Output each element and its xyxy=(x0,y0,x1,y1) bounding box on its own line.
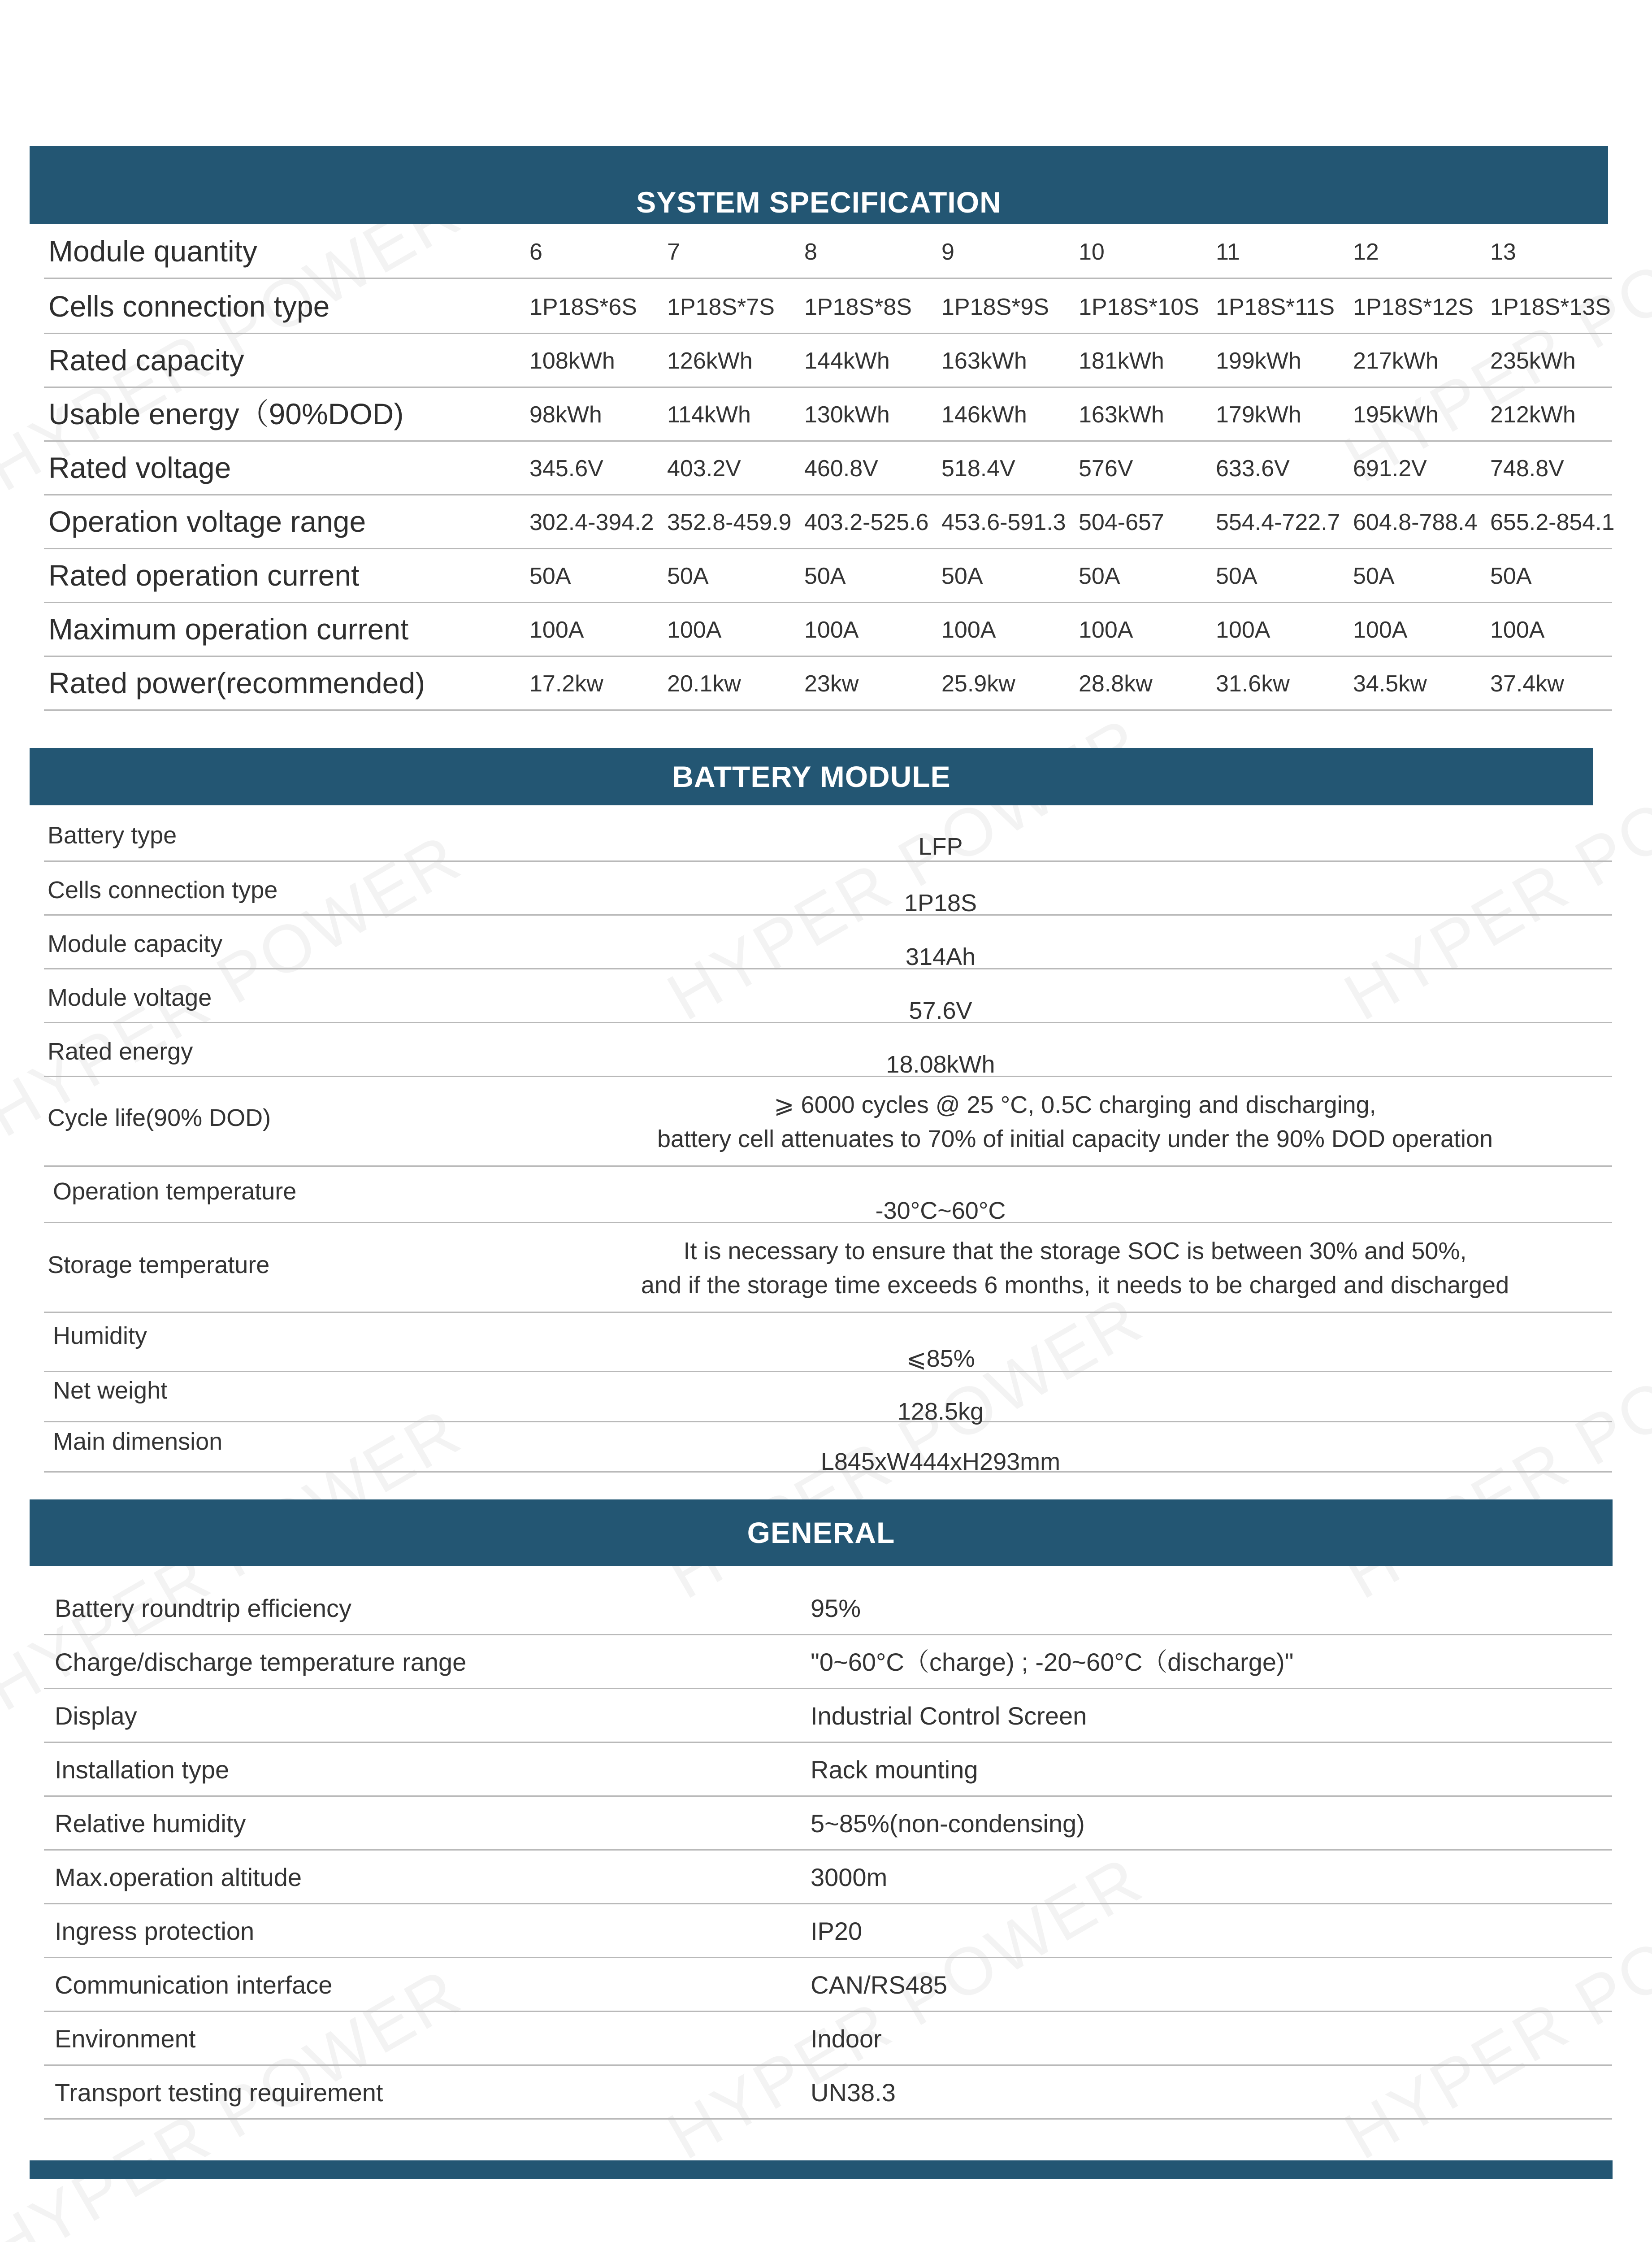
system-spec-value: 302.4-394.2 xyxy=(529,509,654,535)
general-row xyxy=(44,1904,1612,1958)
system-spec-label: Rated operation current xyxy=(48,559,360,592)
system-spec-value: 100A xyxy=(667,617,722,643)
system-spec-value: 655.2-854.1 xyxy=(1490,509,1615,535)
system-spec-value: 144kWh xyxy=(804,348,890,374)
system-spec-value: 453.6-591.3 xyxy=(941,509,1066,535)
system-spec-value: 100A xyxy=(941,617,996,643)
system-spec-value: 17.2kw xyxy=(529,671,603,697)
battery-module-label: Cells connection type xyxy=(48,877,278,904)
general-label: Display xyxy=(55,1702,137,1730)
system-spec-value: 10 xyxy=(1079,239,1105,265)
general-value: UN38.3 xyxy=(811,2078,896,2107)
system-spec-label: Rated voltage xyxy=(48,451,231,484)
general-row xyxy=(44,1958,1612,2012)
system-spec-value: 1P18S*12S xyxy=(1353,294,1474,320)
system-spec-value: 460.8V xyxy=(804,456,878,482)
system-spec-value: 114kWh xyxy=(667,402,751,428)
system-spec-value: 23kw xyxy=(804,671,859,697)
general-label: Max.operation altitude xyxy=(55,1863,302,1891)
battery-module-value: 1P18S xyxy=(904,890,977,917)
system-spec-label: Operation voltage range xyxy=(48,505,366,538)
system-spec-row xyxy=(44,441,1612,495)
system-spec-value: 1P18S*6S xyxy=(529,294,637,320)
system-spec-value: 130kWh xyxy=(804,402,890,428)
system-spec-value: 604.8-788.4 xyxy=(1353,509,1478,535)
battery-module-label: Module capacity xyxy=(48,930,223,957)
battery-module-value: L845xW444xH293mm xyxy=(820,1448,1061,1475)
system-spec-value: 1P18S*7S xyxy=(667,294,775,320)
battery-module-row xyxy=(44,969,1612,1023)
system-spec-value: 1P18S*8S xyxy=(804,294,912,320)
general-label: Charge/discharge temperature range xyxy=(55,1648,467,1676)
general-label: Relative humidity xyxy=(55,1809,246,1838)
system-spec-value: 100A xyxy=(529,617,584,643)
system-spec-value: 6 xyxy=(529,239,542,265)
general-value: Indoor xyxy=(811,2025,882,2053)
system-spec-value: 1P18S*11S xyxy=(1216,294,1335,320)
system-spec-label: Usable energy（90%DOD) xyxy=(48,397,404,430)
general-row xyxy=(44,1689,1612,1743)
system-spec-value: 212kWh xyxy=(1490,402,1576,428)
system-spec-value: 163kWh xyxy=(1079,402,1164,428)
general-row xyxy=(44,1851,1612,1904)
system-spec-label: Rated capacity xyxy=(48,343,244,377)
system-spec-row xyxy=(44,602,1612,657)
system-spec-value: 8 xyxy=(804,239,817,265)
general-row xyxy=(44,1582,1612,1635)
system-spec-value: 50A xyxy=(1353,563,1395,589)
system-spec-value: 50A xyxy=(1216,563,1257,589)
battery-module-value: LFP xyxy=(918,833,963,860)
system-spec-value: 100A xyxy=(1353,617,1408,643)
battery-module-row xyxy=(44,805,1612,862)
general-value: 5~85%(non-condensing) xyxy=(811,1809,1085,1838)
system-spec-value: 13 xyxy=(1490,239,1516,265)
battery-module-label: Main dimension xyxy=(53,1428,223,1455)
system-spec-value: 345.6V xyxy=(529,456,603,482)
general-value: Rack mounting xyxy=(811,1755,978,1784)
system-spec-value: 25.9kw xyxy=(941,671,1015,697)
battery-module-row xyxy=(44,1313,1612,1372)
system-spec-value: 633.6V xyxy=(1216,456,1290,482)
battery-module-row xyxy=(44,1372,1612,1425)
general-value: CAN/RS485 xyxy=(811,1971,948,1999)
battery-module-row xyxy=(44,916,1612,969)
system-spec-value: 100A xyxy=(1216,617,1270,643)
battery-module-label: Storage temperature xyxy=(48,1251,270,1278)
general-value: 95% xyxy=(811,1594,861,1622)
general-value: "0~60°C（charge) ; -20~60°C（discharge)" xyxy=(811,1648,1294,1676)
general-label: Installation type xyxy=(55,1755,230,1784)
system-spec-value: 126kWh xyxy=(667,348,753,374)
general-row xyxy=(44,1797,1612,1851)
battery-module-value-line2: battery cell attenuates to 70% of initial capacity under the 90% DOD operation xyxy=(657,1125,1493,1152)
system-spec-value: 235kWh xyxy=(1490,348,1576,374)
battery-module-label: Module voltage xyxy=(48,984,212,1011)
general-row xyxy=(44,2012,1612,2066)
system-spec-value: 50A xyxy=(941,563,983,589)
battery-module-value: 128.5kg xyxy=(897,1398,984,1425)
battery-module-row xyxy=(44,1223,1612,1313)
battery-module-row xyxy=(44,1077,1612,1167)
general-row xyxy=(44,2066,1612,2120)
system-spec-value: 352.8-459.9 xyxy=(667,509,792,535)
system-spec-value: 100A xyxy=(1079,617,1133,643)
system-spec-value: 217kWh xyxy=(1353,348,1439,374)
system-spec-value: 518.4V xyxy=(941,456,1015,482)
system-spec-value: 37.4kw xyxy=(1490,671,1564,697)
system-spec-value: 181kWh xyxy=(1079,348,1164,374)
battery-module-label: Battery type xyxy=(48,822,177,849)
battery-module-row xyxy=(44,1422,1612,1473)
system-spec-value: 28.8kw xyxy=(1079,671,1153,697)
system-spec-value: 50A xyxy=(1079,563,1120,589)
system-spec-value: 50A xyxy=(667,563,709,589)
system-spec-value: 403.2V xyxy=(667,456,741,482)
system-spec-value: 11 xyxy=(1216,239,1240,265)
system-spec-value: 7 xyxy=(667,239,680,265)
system-spec-value: 146kWh xyxy=(941,402,1027,428)
battery-module-label: Cycle life(90% DOD) xyxy=(48,1104,271,1131)
system-spec-row xyxy=(44,495,1615,549)
general-row xyxy=(44,1743,1612,1797)
battery-module-value: ⩾ 6000 cycles @ 25 °C, 0.5C charging and discharging, xyxy=(774,1091,1376,1118)
battery-module-value: It is necessary to ensure that the storage SOC is between 30% and 50%, xyxy=(683,1238,1467,1264)
battery-module-label: Net weight xyxy=(53,1377,168,1404)
system-spec-value: 1P18S*13S xyxy=(1490,294,1611,320)
system-spec-value: 12 xyxy=(1353,239,1379,265)
battery-module-value: -30°C~60°C xyxy=(875,1197,1006,1224)
system-spec-value: 50A xyxy=(804,563,846,589)
general-value: 3000m xyxy=(811,1863,888,1891)
system-spec-value: 163kWh xyxy=(941,348,1027,374)
system-spec-value: 576V xyxy=(1079,456,1133,482)
general-label: Ingress protection xyxy=(55,1917,255,1945)
general-label: Transport testing requirement xyxy=(55,2078,383,2107)
system-spec-value: 31.6kw xyxy=(1216,671,1290,697)
battery-module-value-line2: and if the storage time exceeds 6 months, it needs to be charged and discharged xyxy=(641,1272,1509,1299)
system-spec-value: 403.2-525.6 xyxy=(804,509,929,535)
system-spec-value: 50A xyxy=(529,563,571,589)
system-spec-value: 195kWh xyxy=(1353,402,1439,428)
system-spec-value: 98kWh xyxy=(529,402,602,428)
system-spec-row xyxy=(44,224,1612,279)
battery-module-row xyxy=(44,1167,1612,1223)
system-spec-value: 554.4-722.7 xyxy=(1216,509,1340,535)
battery-module-label: Humidity xyxy=(53,1322,147,1349)
system-spec-label: Module quantity xyxy=(48,235,257,268)
battery-module-value: 18.08kWh xyxy=(886,1051,995,1078)
system-spec-value: 108kWh xyxy=(529,348,615,374)
general-value: Industrial Control Screen xyxy=(811,1702,1087,1730)
system-spec-row xyxy=(44,656,1612,711)
battery-module-value: 314Ah xyxy=(905,943,976,970)
system-spec-row xyxy=(44,279,1612,334)
system-spec-value: 1P18S*10S xyxy=(1079,294,1199,320)
system-spec-value: 1P18S*9S xyxy=(941,294,1049,320)
battery-module-value: 57.6V xyxy=(909,997,972,1024)
system-spec-value: 100A xyxy=(804,617,859,643)
system-spec-value: 9 xyxy=(941,239,954,265)
system-spec-value: 20.1kw xyxy=(667,671,741,697)
system-spec-label: Cells connection type xyxy=(48,290,330,323)
general-row xyxy=(44,1635,1612,1689)
system-spec-value: 100A xyxy=(1490,617,1545,643)
system-spec-value: 50A xyxy=(1490,563,1532,589)
system-spec-value: 691.2V xyxy=(1353,456,1427,482)
system-spec-value: 504-657 xyxy=(1079,509,1164,535)
system-spec-value: 179kWh xyxy=(1216,402,1301,428)
system-spec-label: Rated power(recommended) xyxy=(48,666,425,700)
battery-module-row xyxy=(44,862,1612,916)
battery-module-value: ⩽85% xyxy=(906,1345,975,1372)
general-label: Battery roundtrip efficiency xyxy=(55,1594,351,1622)
system-spec-value: 748.8V xyxy=(1490,456,1564,482)
system-spec-value: 34.5kw xyxy=(1353,671,1427,697)
system-specification-header: SYSTEM SPECIFICATION xyxy=(30,146,1608,224)
general-value: IP20 xyxy=(811,1917,863,1945)
system-spec-label: Maximum operation current xyxy=(48,613,409,646)
system-spec-row xyxy=(44,333,1612,388)
general-header: GENERAL xyxy=(30,1499,1613,1566)
battery-module-row xyxy=(44,1023,1612,1077)
system-spec-value: 199kWh xyxy=(1216,348,1301,374)
battery-module-label: Operation temperature xyxy=(53,1178,297,1205)
battery-module-label: Rated energy xyxy=(48,1038,193,1065)
general-label: Environment xyxy=(55,2025,196,2053)
battery-module-header: BATTERY MODULE xyxy=(30,748,1593,805)
general-label: Communication interface xyxy=(55,1971,333,1999)
system-spec-row xyxy=(44,387,1612,442)
footer-bar xyxy=(30,2160,1613,2179)
system-spec-row xyxy=(44,548,1612,603)
